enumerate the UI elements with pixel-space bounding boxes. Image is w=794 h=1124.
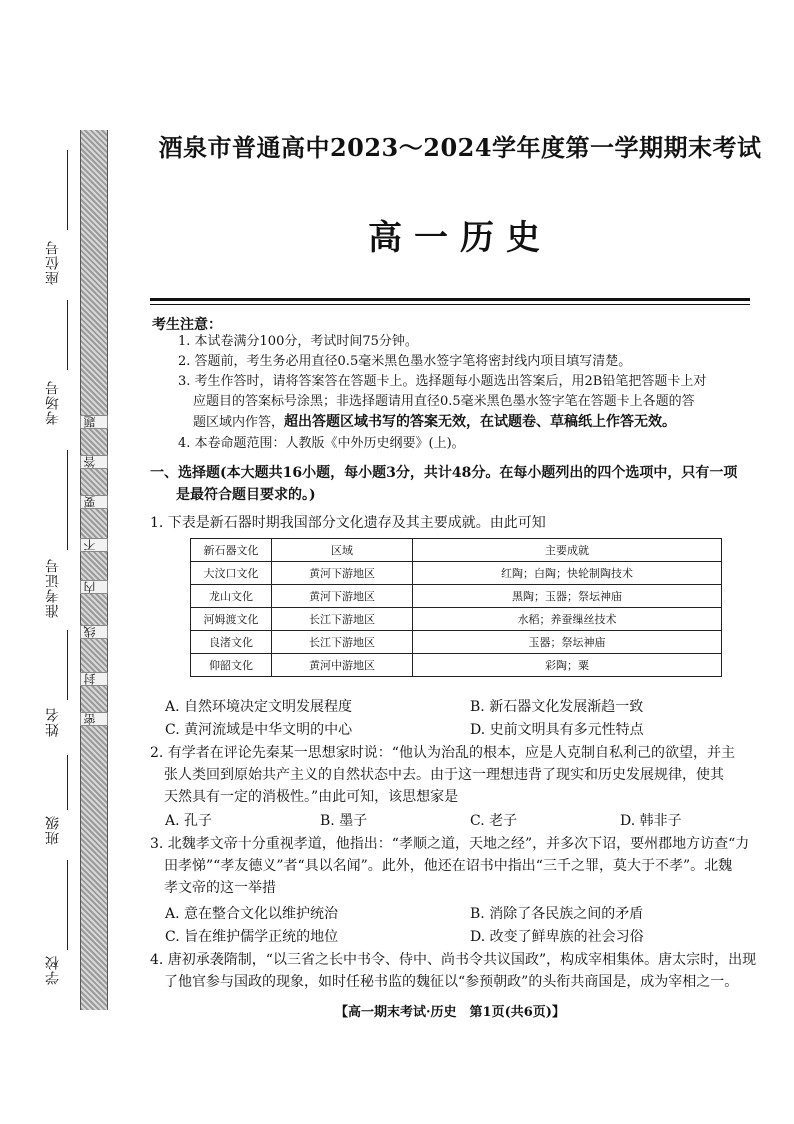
notice-item <box>193 412 773 433</box>
class-label: 班级 <box>45 815 61 845</box>
header-rule <box>150 298 750 301</box>
subject-title: 高一历史 <box>368 218 552 258</box>
section-heading-line: 一、选择题(本大题共16小题，每小题3分，共计48分。在每小题列出的四个选项中，只有一项 <box>150 465 738 481</box>
table-row <box>191 631 722 654</box>
seal-strip <box>80 130 108 1010</box>
stem-line: 孝文帝的这一举措 <box>164 880 276 896</box>
table-cell: 黄河下游地区 <box>272 585 413 608</box>
table-cell: 长江下游地区 <box>272 608 413 631</box>
question-1-stem: 1. 下表是新石器时期我国部分文化遗存及其主要成就。由此可知 <box>150 515 546 531</box>
table-cell: 大汶口文化 <box>191 562 272 585</box>
table-row <box>191 585 722 608</box>
seal-char: 封 <box>80 672 108 686</box>
seal-char: 要 <box>80 495 108 509</box>
name-label: 姓名 <box>45 707 61 737</box>
table-header-row <box>191 539 722 562</box>
page-footer: 【高一期末考试·历史 第1页(共6页)】 <box>335 1005 565 1020</box>
table-header: 新石器文化 <box>191 539 272 562</box>
seat-number-label: 座位号 <box>45 240 61 285</box>
fill-line[interactable] <box>67 860 68 950</box>
q3-option-a[interactable]: A. 意在整合文化以维护统治 <box>165 906 339 922</box>
table-cell: 玉器；祭坛神庙 <box>413 631 722 654</box>
table-cell: 水稻；养蚕缫丝技术 <box>413 608 722 631</box>
table-cell: 红陶；白陶；快轮制陶技术 <box>413 562 722 585</box>
table-cell: 黄河中游地区 <box>272 654 413 677</box>
question-4-stem <box>150 949 760 993</box>
fill-line[interactable] <box>67 755 68 810</box>
stem-line: 2. 有学者在评论先秦某一思想家时说：“他认为治乱的根本，应是人克制自私利己的欲望，并主 <box>150 745 735 761</box>
question-2-stem <box>150 742 760 808</box>
header-rule <box>150 304 750 305</box>
seal-char: 内 <box>80 580 108 594</box>
bold-warning: 超出答题区域书写的答案无效，在试题卷、草稿纸上作答无效。 <box>284 414 677 430</box>
section-heading <box>150 462 760 506</box>
table-cell: 长江下游地区 <box>272 631 413 654</box>
seal-char: 线 <box>80 625 108 639</box>
notice-item: 2. 答题前，考生务必用直径0.5毫米黑色墨水签字笔将密封线内项目填写清楚。 <box>178 354 632 369</box>
table-cell: 龙山文化 <box>191 585 272 608</box>
binding-sidebar <box>0 0 130 1124</box>
table-cell: 彩陶；粟 <box>413 654 722 677</box>
admission-number-label: 准考证号 <box>45 558 61 618</box>
q1-option-c[interactable]: C. 黄河流域是中华文明的中心 <box>165 722 353 738</box>
question-3-stem <box>150 833 760 899</box>
q1-option-a[interactable]: A. 自然环境决定文明发展程度 <box>165 699 353 715</box>
stem-line: 张人类回到原始共产主义的自然状态中去。由于这一理想违背了现实和历史发展规律，使其 <box>164 767 724 783</box>
fill-line[interactable] <box>67 450 68 550</box>
section-heading-line: 是最符合题目要求的。) <box>176 487 316 503</box>
table-row <box>191 608 722 631</box>
table-cell: 仰韶文化 <box>191 654 272 677</box>
fill-line[interactable] <box>67 630 68 700</box>
table-cell: 良渚文化 <box>191 631 272 654</box>
stem-line: 田孝悌”“孝友德义”者“具以名闻”。此外，他还在诏书中指出“三千之罪，莫大于不孝”。北魏 <box>164 858 733 874</box>
table-row <box>191 562 722 585</box>
table-cell: 黄河下游地区 <box>272 562 413 585</box>
seal-char: 不 <box>80 538 108 552</box>
q3-option-c[interactable]: C. 旨在维护儒学正统的地位 <box>165 929 339 945</box>
table-cell: 黑陶；玉器；祭坛神庙 <box>413 585 722 608</box>
notice-title: 考生注意： <box>152 317 222 333</box>
school-label: 学校 <box>45 955 61 985</box>
q2-option-d[interactable]: D. 韩非子 <box>620 813 682 829</box>
table-header: 区域 <box>272 539 413 562</box>
table-row <box>191 654 722 677</box>
q3-option-d[interactable]: D. 改变了鲜卑族的社会习俗 <box>470 929 644 945</box>
notice-item: 1. 本试卷满分100分，考试时间75分钟。 <box>178 334 418 349</box>
table-header: 主要成就 <box>413 539 722 562</box>
stem-line: 了他官参与国政的现象，如时任秘书监的魏征以“参预朝政”的头衔共商国是，成为宰相之一。 <box>164 974 739 990</box>
exam-title: 酒泉市普通高中2023～2024学年度第一学期期末考试 <box>158 133 762 162</box>
table-cell: 河姆渡文化 <box>191 608 272 631</box>
stem-line: 3. 北魏孝文帝十分重视孝道，他指出：“孝顺之道，天地之经”，并多次下诏，要州郡地方访查“力 <box>150 836 750 852</box>
stem-line: 天然具有一定的消极性。”由此可知，该思想家是 <box>164 789 459 805</box>
q1-option-b[interactable]: B. 新石器文化发展渐趋一致 <box>470 699 644 715</box>
q1-option-d[interactable]: D. 史前文明具有多元性特点 <box>470 722 644 738</box>
culture-table <box>190 538 722 677</box>
q2-option-b[interactable]: B. 墨子 <box>320 813 368 829</box>
notice-text: 题区域内作答， <box>193 415 285 430</box>
q2-option-a[interactable]: A. 孔子 <box>165 813 213 829</box>
seal-char: 题 <box>80 415 108 429</box>
notice-item: 4. 本卷命题范围：人教版《中外历史纲要》(上)。 <box>178 436 465 451</box>
fill-line[interactable] <box>67 300 68 370</box>
seal-char: 答 <box>80 455 108 469</box>
stem-line: 4. 唐初承袭隋制，“以三省之长中书令、侍中、尚书令共议国政”，构成宰相集体。唐太宗时，出现 <box>150 952 757 968</box>
notice-item: 3. 考生作答时，请将答案答在答题卡上。选择题每小题选出答案后，用2B铅笔把答题卡上对 <box>178 374 707 389</box>
fill-line[interactable] <box>67 150 68 230</box>
q3-option-b[interactable]: B. 消除了各民族之间的矛盾 <box>470 906 644 922</box>
q2-option-c[interactable]: C. 老子 <box>470 813 518 829</box>
notice-item: 应题目的答案标号涂黑；非选择题请用直径0.5毫米黑色墨水签字笔在答题卡上各题的答 <box>193 394 695 409</box>
seal-char: 密 <box>80 712 108 726</box>
exam-room-label: 考场号 <box>45 380 61 425</box>
